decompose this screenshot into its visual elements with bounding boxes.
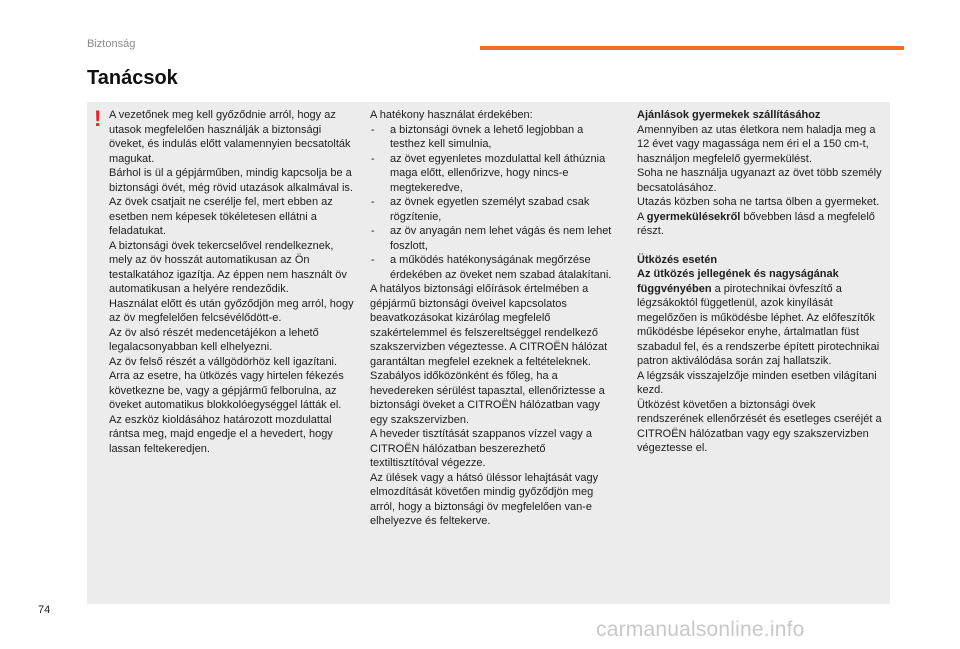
text-run: a pirotechnikai övfeszítő a légzsákoktól függetlenül, azok kinyílását megelőzően is működésbe léphet. Az előfeszítők működésbe lépésekor enyhe, ártalmatlan füst szabadul fel, és a rendszerbe épített pirotechnikai patron aktiválódása során zaj hallatszik. xyxy=(637,282,880,367)
paragraph xyxy=(637,267,885,369)
paragraph: A vezetőnek meg kell győződnie arról, hogy az utasok megfelelően használják a biztonsági öveket, és indulás előtt valamennyien becsatolták magukat. xyxy=(109,109,351,165)
paragraph xyxy=(637,210,885,239)
watermark: carmanualsonline.info xyxy=(596,618,805,641)
paragraph: Az eszköz kioldásához határozott mozdulattal rántsa meg, majd engedje el a hevedert, hogy lassan feltekeredjen. xyxy=(109,413,333,455)
paragraph: Utazás közben soha ne tartsa ölben a gyermeket. xyxy=(637,196,880,208)
intro-text: A hatékony használat érdekében: xyxy=(370,109,533,121)
bullet-list xyxy=(370,123,616,283)
list-item: - a működés hatékonyságának megőrzése érdekében az öveket nem szabad átalakítani. xyxy=(370,253,616,282)
paragraph: Ütközést követően a biztonsági övek rendszerének ellenőrzését és esetleges cseréjét a CITROËN hálózatban vagy egy szakszervizben végeztesse el. xyxy=(637,398,882,454)
paragraph: Az ülések vagy a hátsó üléssor lehajtását vagy elmozdítását követően mindig győződjön meg arról, hogy a biztonsági öv megfelelően van-e elhelyezve és feltekerve. xyxy=(370,471,599,527)
list-item: - az övet egyenletes mozdulattal kell áthúznia maga előtt, ellenőrizve, hogy nincs-e megtekeredve, xyxy=(370,152,616,196)
paragraph: Arra az esetre, ha ütközés vagy hirtelen fékezés következne be, vagy a gépjármű felborulna, az öveket automatikus blokkolóegységgel látták el. xyxy=(109,370,344,411)
section-label: Biztonság xyxy=(87,38,136,50)
paragraph: A biztonsági övek tekercselővel rendelkeznek, mely az öv hosszát automatikusan az Ön testalkatához igazítja. Az éppen nem használt öv automatikusan a helyére rendeződik. xyxy=(109,239,347,295)
paragraph: Bárhol is ül a gépjárműben, mindig kapcsolja be a biztonsági övét, még rövid utazások alkalmával is. xyxy=(109,167,353,194)
paragraph: Amennyiben az utas életkora nem haladja meg a 12 évet vagy magassága nem éri el a 150 cm-t, használjon megfelelő gyermekülést. xyxy=(637,123,876,165)
paragraph: A hatályos biztonsági előírások értelmében a gépjármű biztonsági öveivel kapcsolatos beavatkozásokat kizárólag megfelelő szakértelemmel és felszereltséggel rendelkező szakszervizben végeztesse. A CITROËN hálózat garantáltan megfelel ezeknek a feltételeknek. xyxy=(370,283,608,368)
text-run: A xyxy=(637,210,647,223)
paragraph: Használat előtt és után győződjön meg arról, hogy az öv megfelelően felcsévélődött-e. xyxy=(109,297,354,324)
column-effective-use xyxy=(370,108,616,529)
text-run: bővebben lásd a megfelelő részt. xyxy=(637,210,875,237)
column-children-and-collision xyxy=(637,108,885,456)
text-run-bold: Az ütközés jellegének és nagyságának függvényében xyxy=(637,268,839,295)
list-item: - az övnek egyetlen személyt szabad csak rögzítenie, xyxy=(370,195,616,224)
page-number: 74 xyxy=(38,604,51,616)
paragraph: A légzsák visszajelzője minden esetben világítani kezd. xyxy=(637,369,877,396)
list-item: - az öv anyagán nem lehet vágás és nem lehet foszlott, xyxy=(370,224,616,253)
paragraph: Szabályos időközönként és főleg, ha a hevedereken sérülést tapasztal, ellenőriztesse a biztonsági öveket a CITROËN hálózatban vagy egy szakszervizben. xyxy=(370,370,605,426)
paragraph: A heveder tisztítását szappanos vízzel vagy a CITROËN hálózatban beszerezhető textiltisztítóval végezze. xyxy=(370,428,592,469)
exclamation-warning-icon: ! xyxy=(94,106,102,131)
text-run-bold: gyermekülésekről xyxy=(646,210,741,223)
spacer xyxy=(637,239,885,253)
list-item: - a biztonsági övnek a lehető legjobban a testhez kell simulnia, xyxy=(370,123,616,152)
paragraph: Az öv felső részét a vállgödörhöz kell igazítani. xyxy=(109,355,338,368)
column-safety-advice xyxy=(109,108,359,456)
collision-heading: Ütközés esetén xyxy=(637,253,718,266)
header-accent-bar xyxy=(480,46,904,50)
paragraph: Az öv alsó részét medencetájékon a lehető legalacsonyabban kell elhelyezni. xyxy=(109,326,319,353)
paragraph: Az övek csatjait ne cserélje fel, mert ebben az esetben nem képesek tökéletesen ellátni a feladatukat. xyxy=(109,196,333,237)
page-title: Tanácsok xyxy=(87,67,178,89)
paragraph: Soha ne használja ugyanazt az övet több személy becsatolásához. xyxy=(637,167,882,194)
children-heading: Ajánlások gyermekek szállításához xyxy=(637,109,821,121)
